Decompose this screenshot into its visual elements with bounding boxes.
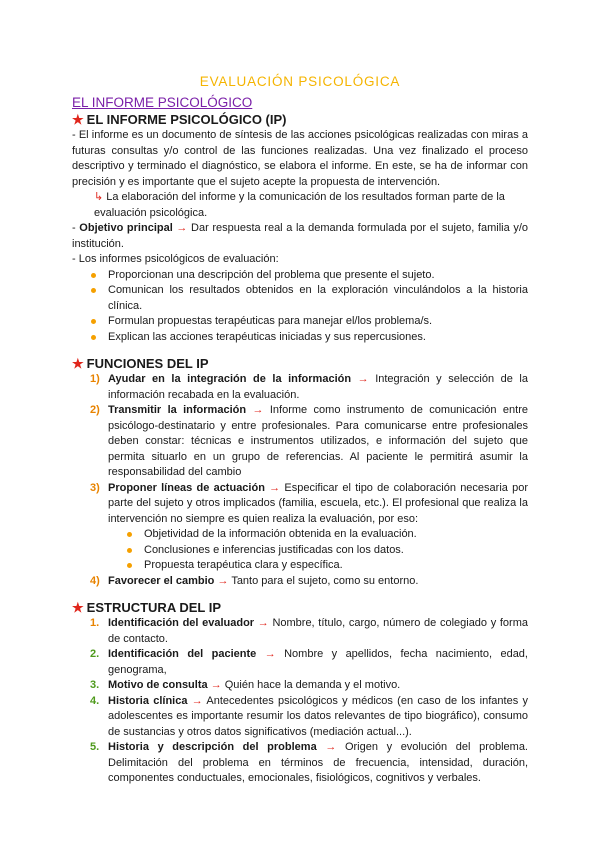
- heading-estructura-text: ESTRUCTURA DEL IP: [86, 600, 221, 615]
- item-number: 1.: [90, 617, 100, 629]
- item-text: Especificar el tipo de colaboración necesaria por parte del sujeto y otros implicados (familia, escuela, etc.). El profesional que realiza la intervención no siempre es quien realiza la evaluación, por eso:: [108, 481, 529, 525]
- item-number: 1): [90, 373, 100, 385]
- heading-estructura: [72, 599, 528, 616]
- note-elaboracion: [72, 190, 528, 221]
- objective-line: [72, 221, 528, 252]
- item-label: Transmitir la información: [108, 404, 247, 416]
- heading-funciones-text: FUNCIONES DEL IP: [86, 356, 209, 371]
- item-label: Ayudar en la integración de la información: [108, 373, 352, 385]
- list-intro: - Los informes psicológicos de evaluación:: [72, 253, 279, 265]
- item-number: 3.: [90, 679, 100, 691]
- item-text: Nombre, título, cargo, número de colegiado y forma de contacto.: [108, 617, 528, 645]
- star-icon: ★: [72, 356, 84, 371]
- list-item: [90, 740, 528, 787]
- item-text: Informe como instrumento de comunicación entre psicólogo-destinatario y entre profesionales. Para comunicarse entre profesionales deben constar: técnicas e instrumentos utilizados, e información del sujeto que permita situarlo en un grupo de referencias. Al paciente le permitirá asumir la responsabilidad del cambio: [108, 404, 528, 478]
- arrow-icon: →: [269, 481, 281, 494]
- return-arrow-icon: ↳: [94, 191, 104, 203]
- list-item: Conclusiones e inferencias justificadas con los datos.: [144, 543, 528, 559]
- list-item: [90, 678, 528, 694]
- objective-label: Objetivo principal: [79, 222, 173, 234]
- objective-text: Dar respuesta real a la demanda formulada por el sujeto, familia y/o institución.: [72, 222, 528, 250]
- list-item: [90, 372, 528, 403]
- document-title: EVALUACIÓN PSICOLÓGICA: [199, 74, 401, 89]
- list-item: [90, 694, 528, 741]
- list-item: [90, 481, 529, 574]
- item-number: 2): [90, 404, 100, 416]
- item-label: Motivo de consulta: [108, 679, 208, 691]
- item-text: Tanto para el sujeto, como su entorno.: [231, 574, 419, 587]
- arrow-icon: →: [210, 679, 222, 691]
- item-label: Proponer líneas de actuación: [108, 481, 265, 494]
- arrow-icon: →: [217, 574, 229, 587]
- list-item: Objetividad de la información obtenida en la evaluación.: [144, 527, 528, 543]
- note-text: La elaboración del informe y la comunicación de los resultados forman parte de la evaluación psicológica.: [94, 191, 505, 219]
- item-number: 4.: [90, 694, 100, 707]
- item-text: Origen y evolución del problema. Delimitación del problema en términos de frecuencia, intensidad, duración, componentes conductuales, emocionales, fisiológicos, cognitivos y verbales.: [108, 741, 528, 784]
- item-number: 2.: [90, 648, 100, 660]
- list-item: [90, 403, 528, 481]
- list-item: Explican las acciones terapéuticas iniciadas y sus repercusiones.: [108, 330, 528, 346]
- list-item: Propuesta terapéutica clara y específica.: [144, 558, 528, 574]
- heading-informe-text: EL INFORME PSICOLÓGICO (IP): [86, 112, 287, 127]
- arrow-icon: →: [176, 222, 188, 234]
- objective-prefix: -: [72, 222, 80, 234]
- informe-bullet-list: [72, 268, 528, 346]
- item-number: 3): [90, 481, 100, 494]
- list-item: [90, 647, 528, 678]
- arrow-icon: →: [264, 648, 276, 660]
- heading-funciones: [72, 355, 528, 372]
- list-item: Proporcionan una descripción del problema que presente el sujeto.: [108, 268, 528, 284]
- list-item: [90, 574, 528, 590]
- funciones-list: [72, 372, 528, 589]
- arrow-icon: →: [257, 617, 269, 629]
- item-number: 5.: [90, 741, 100, 753]
- heading-informe: [72, 111, 528, 128]
- item-label: Identificación del paciente: [108, 648, 257, 660]
- item-text: Antecedentes psicológicos y médicos (en caso de los infantes y adolescentes es importante resumir los datos relevantes de tipo biográfico), consumo de sustancias y otros datos significativos (mediación actual...).: [108, 694, 528, 738]
- list-item: Comunican los resultados obtenidos en la exploración vinculándolos a la historia clínica.: [108, 283, 528, 314]
- star-icon: ★: [72, 600, 84, 615]
- item-number: 4): [90, 574, 100, 587]
- section-link-informe[interactable]: EL INFORME PSICOLÓGICO: [72, 95, 253, 110]
- arrow-icon: →: [191, 694, 203, 707]
- item-text: Integración y selección de la información recabada en la evaluación.: [108, 373, 528, 401]
- item-label: Identificación del evaluador: [108, 617, 255, 629]
- list-item: [90, 616, 528, 647]
- star-icon: ★: [72, 112, 84, 127]
- arrow-icon: →: [325, 741, 337, 753]
- item-text: Nombre y apellidos, fecha nacimiento, edad, genograma,: [108, 648, 528, 676]
- arrow-icon: →: [357, 373, 369, 385]
- item-label: Historia clínica: [108, 694, 188, 707]
- item-label: Favorecer el cambio: [108, 574, 215, 587]
- list-item: Formulan propuestas terapéuticas para manejar el/los problema/s.: [108, 314, 528, 330]
- estructura-list: [72, 616, 528, 787]
- paragraph-intro: - El informe es un documento de síntesis de las acciones psicológicas realizadas con miras a futuras consultas y/o control de las funciones realizadas. Una vez finalizado el proceso descriptivo y terminado el diagnóstico, se elabora el informe. En este, se ha de informar con precisión y es importante que el sujeto acepte la propuesta de intervención.: [72, 129, 528, 188]
- item-label: Historia y descripción del problema: [108, 741, 317, 753]
- item-text: Quién hace la demanda y el motivo.: [224, 679, 401, 691]
- sub-bullet-list: [108, 527, 528, 574]
- arrow-icon: →: [252, 404, 264, 416]
